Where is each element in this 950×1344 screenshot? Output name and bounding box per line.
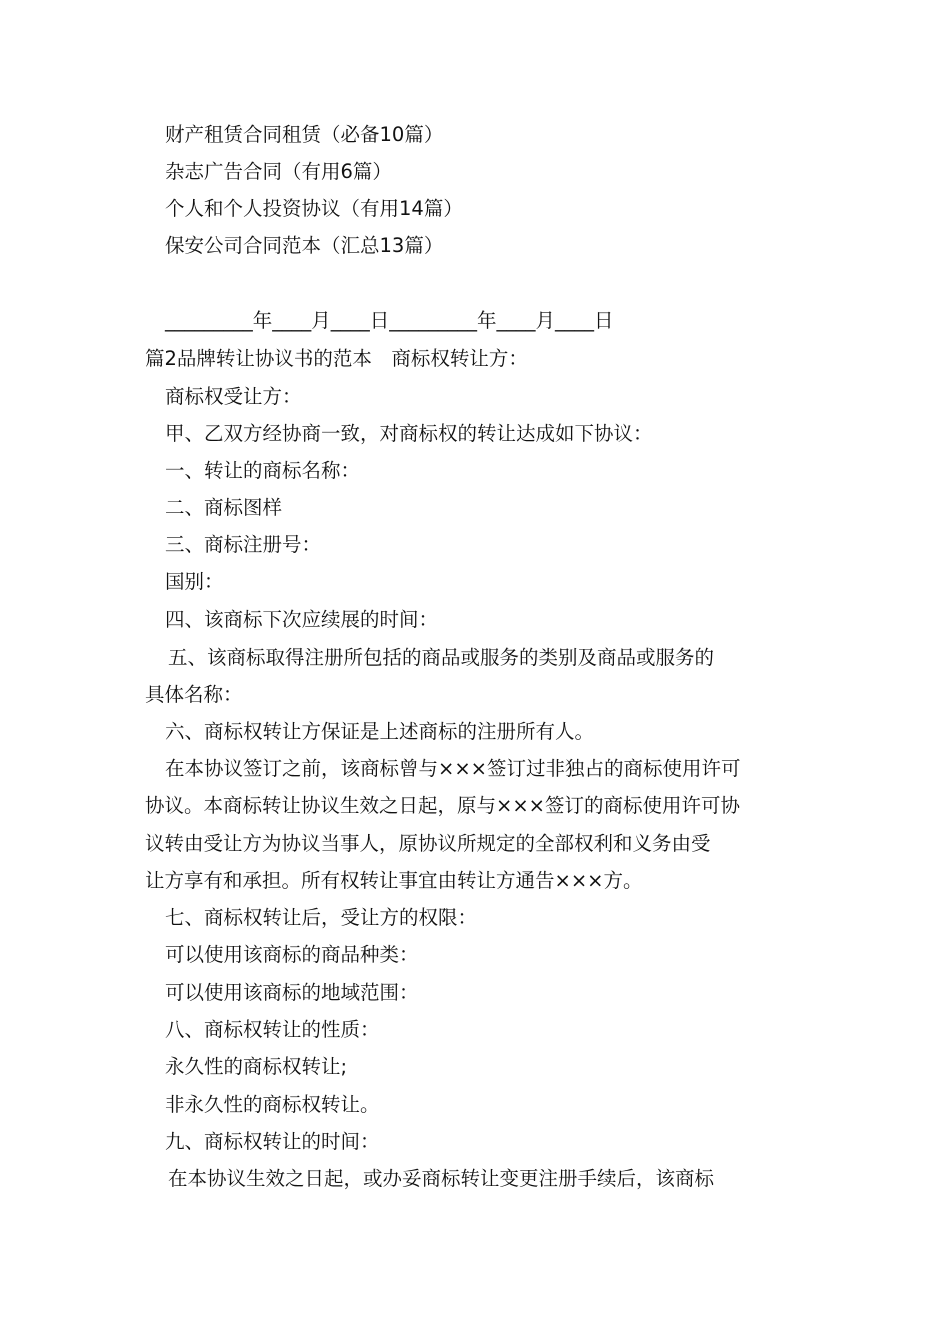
clause-heading: 八、商标权转让的性质： xyxy=(165,1018,380,1041)
paragraph-line: 具体名称： xyxy=(145,683,243,706)
signature-date-line: _________年____月____日_________年____月____日 xyxy=(165,309,614,332)
paragraph-line: 商标权受让方： xyxy=(165,385,302,408)
related-link-2[interactable]: 杂志广告合同（有用6篇） xyxy=(165,160,392,183)
related-link-1[interactable]: 财产租赁合同租赁（必备10篇） xyxy=(165,123,444,146)
paragraph-line: 可以使用该商标的地域范围： xyxy=(165,981,419,1004)
clause-heading: 七、商标权转让后，受让方的权限： xyxy=(165,906,478,929)
related-link-3[interactable]: 个人和个人投资协议（有用14篇） xyxy=(165,197,463,220)
clause-heading: 三、商标注册号： xyxy=(165,533,322,556)
paragraph-line: 永久性的商标权转让; xyxy=(165,1055,348,1078)
clause-heading: 二、商标图样 xyxy=(165,496,283,519)
paragraph-line: 在本协议生效之日起，或办妥商标转让变更注册手续后，该商标 xyxy=(168,1167,715,1190)
paragraph-line: 让方享有和承担。所有权转让事宜由转让方通告×××方。 xyxy=(145,869,643,892)
related-link-4[interactable]: 保安公司合同范本（汇总13篇） xyxy=(165,234,444,257)
paragraph-line: 协议。本商标转让协议生效之日起，原与×××签订的商标使用许可协 xyxy=(145,794,741,817)
paragraph-line: 可以使用该商标的商品种类： xyxy=(165,943,419,966)
article-heading: 篇2品牌转让协议书的范本 商标权转让方： xyxy=(145,347,528,370)
paragraph-line: 非永久性的商标权转让。 xyxy=(165,1093,380,1116)
clause-heading: 九、商标权转让的时间： xyxy=(165,1130,380,1153)
paragraph-line: 在本协议签订之前，该商标曾与×××签订过非独占的商标使用许可 xyxy=(165,757,741,780)
paragraph-line: 国别： xyxy=(165,570,224,593)
clause-heading: 四、该商标下次应续展的时间： xyxy=(165,608,439,631)
paragraph-line: 议转由受让方为协议当事人，原协议所规定的全部权利和义务由受 xyxy=(145,832,711,855)
clause-heading: 六、商标权转让方保证是上述商标的注册所有人。 xyxy=(165,720,595,743)
clause-heading: 一、转让的商标名称： xyxy=(165,459,361,482)
paragraph-line: 甲、乙双方经协商一致，对商标权的转让达成如下协议： xyxy=(165,422,653,445)
clause-heading: 五、该商标取得注册所包括的商品或服务的类别及商品或服务的 xyxy=(168,646,715,669)
